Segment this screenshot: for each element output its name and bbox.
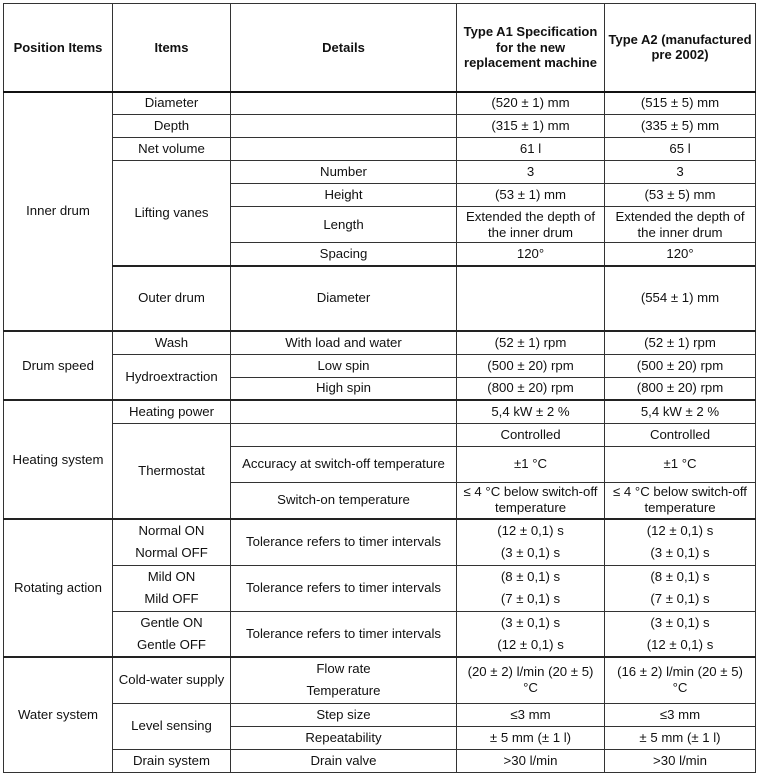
detail-number: Number (231, 161, 457, 184)
a1-mild-on: (8 ± 0,1) s (457, 565, 605, 588)
item-gentle-off: Gentle OFF (113, 634, 231, 657)
a1-normal-on: (12 ± 0,1) s (457, 519, 605, 542)
a1-gentle-on: (3 ± 0,1) s (457, 611, 605, 634)
details-empty (231, 423, 457, 446)
detail-switch-on: Switch-on temperature (231, 482, 457, 519)
group-water-system: Water system (4, 657, 113, 772)
detail-low-spin: Low spin (231, 354, 457, 377)
table-row (4, 400, 756, 423)
a1-normal-off: (3 ± 0,1) s (457, 542, 605, 565)
table-row (4, 161, 756, 184)
a2-accuracy: ±1 °C (605, 446, 756, 482)
table-row (4, 749, 756, 772)
item-heating-power: Heating power (113, 400, 231, 423)
group-rotating-action: Rotating action (4, 519, 113, 657)
table-row (4, 423, 756, 446)
a2-height: (53 ± 5) mm (605, 184, 756, 207)
details-empty (231, 400, 457, 423)
table-row (4, 657, 756, 680)
table-row (4, 331, 756, 354)
item-lifting-vanes: Lifting vanes (113, 161, 231, 266)
table-row (4, 354, 756, 377)
a1-heating-power: 5,4 kW ± 2 % (457, 400, 605, 423)
a1-accuracy: ±1 °C (457, 446, 605, 482)
a1-outer-diameter: (554 ± 1) mm (605, 266, 756, 332)
item-gentle-on: Gentle ON (113, 611, 231, 634)
item-normal-off: Normal OFF (113, 542, 231, 565)
table-row (4, 115, 756, 138)
detail-tolerance-gentle: Tolerance refers to timer intervals (231, 611, 457, 657)
a2-drain-valve: >30 l/min (605, 749, 756, 772)
a1-low-spin: (500 ± 20) rpm (457, 354, 605, 377)
a2-spacing: 120° (605, 243, 756, 266)
item-mild-off: Mild OFF (113, 588, 231, 611)
detail-tolerance-mild: Tolerance refers to timer intervals (231, 565, 457, 611)
a1-cold-water: (20 ± 2) l/min (20 ± 5) °C (457, 657, 605, 703)
detail-drain-valve: Drain valve (231, 749, 457, 772)
item-thermostat: Thermostat (113, 423, 231, 519)
a2-number: 3 (605, 161, 756, 184)
a2-mild-on: (8 ± 0,1) s (605, 565, 756, 588)
detail-with-load: With load and water (231, 331, 457, 354)
a1-number: 3 (457, 161, 605, 184)
header-items: Items (113, 4, 231, 92)
a1-length: Extended the depth of the inner drum (457, 207, 605, 243)
a1-net-volume: 61 l (457, 138, 605, 161)
a2-controlled: Controlled (605, 423, 756, 446)
a2-repeatability: ± 5 mm (± 1 l) (605, 726, 756, 749)
table-row (4, 266, 756, 332)
table-row (4, 565, 756, 588)
item-diameter: Diameter (113, 92, 231, 115)
a2-cold-water: (16 ± 2) l/min (20 ± 5) °C (605, 657, 756, 703)
item-normal-on: Normal ON (113, 519, 231, 542)
a1-spacing: 120° (457, 243, 605, 266)
item-depth: Depth (113, 115, 231, 138)
a1-controlled: Controlled (457, 423, 605, 446)
a2-depth: (335 ± 5) mm (605, 115, 756, 138)
a2-gentle-off: (12 ± 0,1) s (605, 634, 756, 657)
detail-flow-rate: Flow rate (231, 657, 457, 680)
a2-gentle-on: (3 ± 0,1) s (605, 611, 756, 634)
table-row (4, 703, 756, 726)
header-row (4, 4, 756, 92)
details-empty (231, 115, 457, 138)
table-row (4, 611, 756, 634)
a2-mild-off: (7 ± 0,1) s (605, 588, 756, 611)
table-row (4, 92, 756, 115)
detail-repeatability: Repeatability (231, 726, 457, 749)
detail-step-size: Step size (231, 703, 457, 726)
a1-wash: (52 ± 1) rpm (457, 331, 605, 354)
item-outer-diameter: Diameter (231, 266, 457, 332)
detail-temperature: Temperature (231, 680, 457, 703)
a1-step-size: ≤3 mm (457, 703, 605, 726)
a2-low-spin: (500 ± 20) rpm (605, 354, 756, 377)
a1-height: (53 ± 1) mm (457, 184, 605, 207)
a2-normal-on: (12 ± 0,1) s (605, 519, 756, 542)
a2-diameter: (515 ± 5) mm (605, 92, 756, 115)
a1-gentle-off: (12 ± 0,1) s (457, 634, 605, 657)
a1-mild-off: (7 ± 0,1) s (457, 588, 605, 611)
a2-normal-off: (3 ± 0,1) s (605, 542, 756, 565)
detail-tolerance-normal: Tolerance refers to timer intervals (231, 519, 457, 565)
item-net-volume: Net volume (113, 138, 231, 161)
item-wash: Wash (113, 331, 231, 354)
details-empty (457, 266, 605, 332)
item-mild-on: Mild ON (113, 565, 231, 588)
table-row (4, 519, 756, 542)
a1-diameter: (520 ± 1) mm (457, 92, 605, 115)
item-hydroextraction: Hydroextraction (113, 354, 231, 400)
group-outer-drum: Outer drum (113, 266, 231, 332)
detail-spacing: Spacing (231, 243, 457, 266)
group-drum-speed: Drum speed (4, 331, 113, 400)
a2-net-volume: 65 l (605, 138, 756, 161)
group-inner-drum: Inner drum (4, 92, 113, 332)
details-empty (231, 138, 457, 161)
detail-accuracy: Accuracy at switch-off temperature (231, 446, 457, 482)
table-row (4, 138, 756, 161)
header-details: Details (231, 4, 457, 92)
header-type-a1: Type A1 Specification for the new replacement machine (457, 4, 605, 92)
item-cold-water: Cold-water supply (113, 657, 231, 703)
detail-length: Length (231, 207, 457, 243)
details-empty (231, 92, 457, 115)
a2-length: Extended the depth of the inner drum (605, 207, 756, 243)
a2-heating-power: 5,4 kW ± 2 % (605, 400, 756, 423)
detail-high-spin: High spin (231, 377, 457, 400)
item-level-sensing: Level sensing (113, 703, 231, 749)
header-position: Position Items (4, 4, 113, 92)
a2-switch-on: ≤ 4 °C below switch-off temperature (605, 482, 756, 519)
a1-depth: (315 ± 1) mm (457, 115, 605, 138)
a2-step-size: ≤3 mm (605, 703, 756, 726)
detail-height: Height (231, 184, 457, 207)
a1-repeatability: ± 5 mm (± 1 l) (457, 726, 605, 749)
a1-switch-on: ≤ 4 °C below switch-off temperature (457, 482, 605, 519)
a2-high-spin: (800 ± 20) rpm (605, 377, 756, 400)
a1-high-spin: (800 ± 20) rpm (457, 377, 605, 400)
a2-wash: (52 ± 1) rpm (605, 331, 756, 354)
header-type-a2: Type A2 (manufactured pre 2002) (605, 4, 756, 92)
group-heating-system: Heating system (4, 400, 113, 519)
item-drain-system: Drain system (113, 749, 231, 772)
spec-table (3, 3, 756, 773)
a1-drain-valve: >30 l/min (457, 749, 605, 772)
